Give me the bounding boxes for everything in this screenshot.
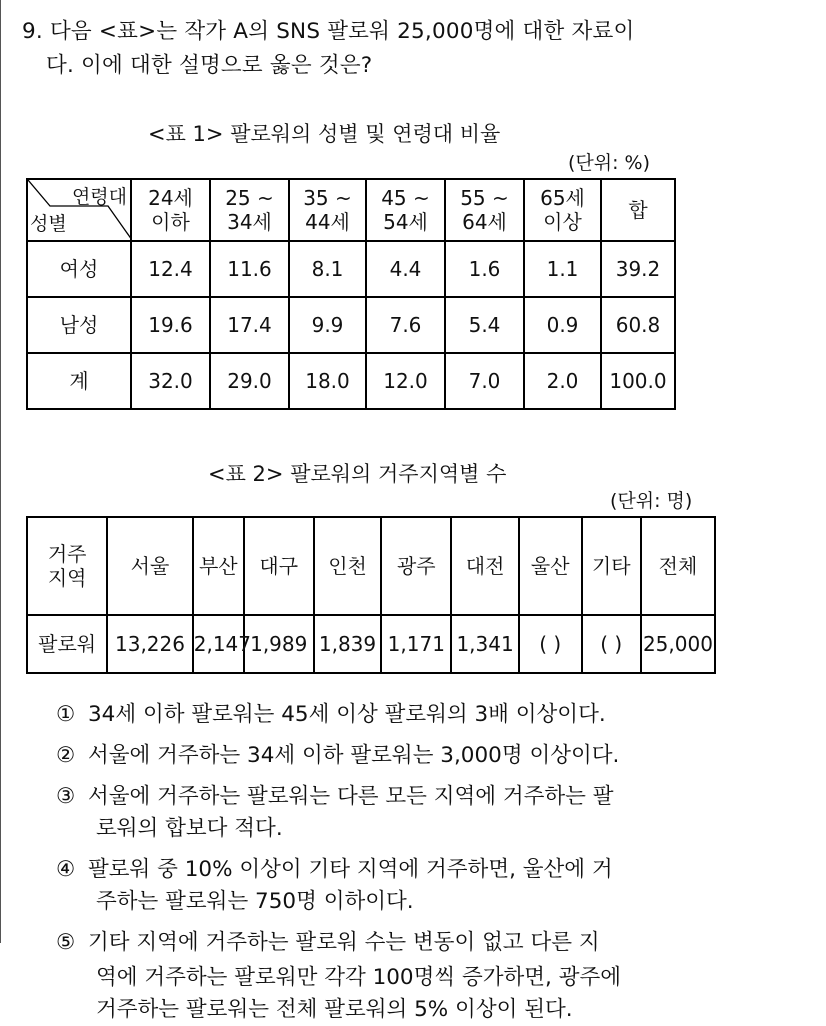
option-number: ④ xyxy=(56,857,76,882)
table-cell: 7.0 xyxy=(445,353,524,409)
region-header: 기타 xyxy=(582,517,641,615)
table-row xyxy=(27,241,675,297)
option-text: 서울에 거주하는 34세 이하 팔로워는 3,000명 이상이다. xyxy=(88,743,620,768)
region-header: 서울 xyxy=(107,517,192,615)
table2-corner-cell: 거주 지역 xyxy=(27,517,107,615)
region-header: 전체 xyxy=(641,517,715,615)
table2-header-row xyxy=(27,517,715,615)
option-1[interactable] xyxy=(56,697,606,728)
table1-col-header: 55 ~ 64세 xyxy=(445,179,524,241)
table2-region-counts xyxy=(26,516,716,674)
corner-label-age: 연령대 xyxy=(71,186,127,208)
table-cell: 1.6 xyxy=(445,241,524,297)
table1-col-header: 24세 이하 xyxy=(131,179,210,241)
option-3[interactable] xyxy=(56,779,614,810)
option-number: ② xyxy=(56,743,76,768)
table-cell: 12.4 xyxy=(131,241,210,297)
option-number: ③ xyxy=(56,784,76,809)
table-cell blank-cell: ( ) xyxy=(519,615,582,673)
row-label: 여성 xyxy=(27,241,131,297)
row-label: 팔로워 xyxy=(27,615,107,673)
region-header: 대구 xyxy=(244,517,314,615)
table-cell: 11.6 xyxy=(210,241,289,297)
option-5-continuation-2: 거주하는 팔로워는 전체 팔로워의 5% 이상이 된다. xyxy=(96,997,573,1022)
table-cell: 13,226 xyxy=(107,615,192,673)
table1-caption: <표 1> 팔로워의 성별 및 연령대 비율 xyxy=(148,122,501,146)
table-cell: 32.0 xyxy=(131,353,210,409)
table-cell: 1,341 xyxy=(451,615,519,673)
option-text: 서울에 거주하는 팔로워는 다른 모든 지역에 거주하는 팔 xyxy=(88,784,614,809)
table1-col-header: 25 ~ 34세 xyxy=(210,179,289,241)
table-cell: 5.4 xyxy=(445,297,524,353)
option-text: 팔로워 중 10% 이상이 기타 지역에 거주하면, 울산에 거 xyxy=(88,857,613,882)
option-5-continuation: 역에 거주하는 팔로워만 각각 100명씩 증가하면, 광주에 xyxy=(96,965,622,990)
option-number: ① xyxy=(56,702,76,727)
option-3-continuation: 로워의 합보다 적다. xyxy=(96,816,283,841)
table1-corner-cell xyxy=(27,179,131,241)
row-label: 계 xyxy=(27,353,131,409)
table1-col-header: 35 ~ 44세 xyxy=(289,179,366,241)
table-cell: 0.9 xyxy=(524,297,601,353)
table-cell: 19.6 xyxy=(131,297,210,353)
table1-unit: (단위: %) xyxy=(568,152,651,174)
option-4[interactable] xyxy=(56,852,613,883)
option-4-continuation: 주하는 팔로워는 750명 이하이다. xyxy=(96,889,414,914)
table1-col-header-total: 합 xyxy=(601,179,675,241)
table1-header-row xyxy=(27,179,675,241)
corner-label-gender: 성별 xyxy=(30,213,67,236)
table-cell: 12.0 xyxy=(366,353,445,409)
table-cell: 8.1 xyxy=(289,241,366,297)
question-stem-line-1: 9. 다음 <표>는 작가 A의 SNS 팔로워 25,000명에 대한 자료이 xyxy=(22,19,635,44)
table-cell: 2,147 xyxy=(193,615,244,673)
table-cell: 1.1 xyxy=(524,241,601,297)
table-row xyxy=(27,297,675,353)
table2-unit: (단위: 명) xyxy=(610,490,693,512)
table-cell: 17.4 xyxy=(210,297,289,353)
region-header: 부산 xyxy=(193,517,244,615)
table2-caption: <표 2> 팔로워의 거주지역별 수 xyxy=(208,462,507,486)
table1-col-header: 65세 이상 xyxy=(524,179,601,241)
table1-col-header: 45 ~ 54세 xyxy=(366,179,445,241)
option-2[interactable] xyxy=(56,738,619,769)
table-cell: 1,989 xyxy=(244,615,314,673)
region-header: 대전 xyxy=(451,517,519,615)
table1-gender-age-ratio xyxy=(26,178,676,410)
region-header: 인천 xyxy=(314,517,382,615)
left-margin-rule xyxy=(0,0,1,943)
table-cell: 1,171 xyxy=(381,615,451,673)
region-header: 울산 xyxy=(519,517,582,615)
option-5[interactable] xyxy=(56,925,600,956)
table-cell: 18.0 xyxy=(289,353,366,409)
table-cell: 7.6 xyxy=(366,297,445,353)
table-cell: 39.2 xyxy=(601,241,675,297)
table-cell: 1,839 xyxy=(314,615,382,673)
table-row xyxy=(27,615,715,673)
table-row xyxy=(27,353,675,409)
table-cell blank-cell: ( ) xyxy=(582,615,641,673)
region-header: 광주 xyxy=(381,517,451,615)
table-cell: 2.0 xyxy=(524,353,601,409)
row-label: 남성 xyxy=(27,297,131,353)
table-cell: 4.4 xyxy=(366,241,445,297)
question-stem-line-2: 다. 이에 대한 설명으로 옳은 것은? xyxy=(46,53,373,78)
table-cell: 100.0 xyxy=(601,353,675,409)
option-text: 기타 지역에 거주하는 팔로워 수는 변동이 없고 다른 지 xyxy=(88,930,600,955)
table-cell: 60.8 xyxy=(601,297,675,353)
table-cell: 25,000 xyxy=(641,615,715,673)
table-cell: 29.0 xyxy=(210,353,289,409)
option-text: 34세 이하 팔로워는 45세 이상 팔로워의 3배 이상이다. xyxy=(88,702,606,727)
option-number: ⑤ xyxy=(56,930,76,955)
table-cell: 9.9 xyxy=(289,297,366,353)
